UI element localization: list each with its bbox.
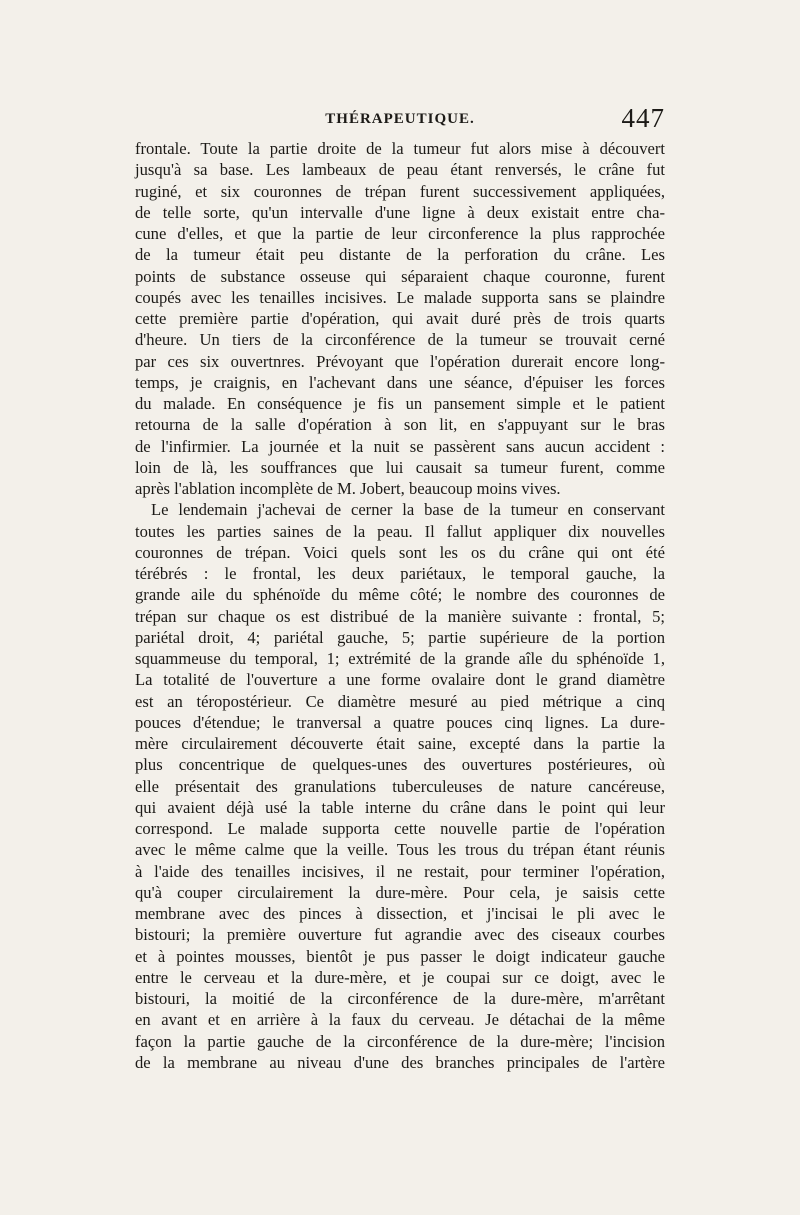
text-line: de telle sorte, qu'un intervalle d'une ligne à deux existait entre cha- bbox=[135, 202, 665, 222]
page-number: 447 bbox=[621, 103, 665, 133]
text-line: cette première partie d'opération, qui avait duré près de trois quarts bbox=[135, 309, 665, 328]
text-line: en avant et en arrière à la faux du cerveau. Je détachai de la même bbox=[135, 1010, 665, 1030]
text-line: coupés avec les tenailles incisives. Le malade supporta sans se plaindre bbox=[135, 287, 665, 307]
text-line: couronnes de trépan. Voici quels sont les os du crâne qui ont été bbox=[135, 542, 665, 562]
text-line: pariétal droit, 4; pariétal gauche, 5; partie supérieure de la portion bbox=[135, 627, 665, 647]
running-head bbox=[135, 103, 665, 139]
text-line: ruginé, et six couronnes de trépan furent successivement appliquées, bbox=[135, 181, 665, 201]
text-line: jusqu'à sa base. Les lambeaux de peau étant renversés, le crâne fut bbox=[135, 160, 665, 180]
text-line: Le lendemain j'achevai de cerner la base de la tumeur en conservant bbox=[151, 500, 665, 520]
text-line: temps, je craignis, en l'achevant dans une séance, d'épuiser les forces bbox=[135, 372, 665, 392]
text-line: à l'aide des tenailles incisives, il ne restait, pour terminer l'opération, bbox=[135, 861, 665, 881]
text-line: térébrés : le frontal, les deux pariétaux, le temporal gauche, la bbox=[135, 564, 665, 583]
text-line: d'heure. Un tiers de la circonférence de la tumeur se trouvait cerné bbox=[135, 330, 665, 350]
text-line: retourna de la salle d'opération à son lit, en s'appuyant sur le bras bbox=[135, 415, 665, 435]
text-line: façon la partie gauche de la circonférence de la dure-mère; l'incision bbox=[135, 1031, 665, 1051]
text-line: est an téropostérieur. Ce diamètre mesuré au pied métrique a cinq bbox=[135, 691, 665, 711]
text-line: par ces six ouvertnres. Prévoyant que l'opération durerait encore long- bbox=[135, 351, 665, 371]
body-text bbox=[135, 138, 665, 1073]
text-line: pouces d'étendue; le tranversal a quatre pouces cinq lignes. La dure- bbox=[135, 712, 665, 732]
text-line: avec le même calme que la veille. Tous les trous du trépan étant réunis bbox=[135, 840, 665, 860]
text-line: correspond. Le malade supporta cette nouvelle partie de l'opération bbox=[135, 819, 665, 838]
text-line: qui avaient déjà usé la table interne du crâne dans le point qui leur bbox=[135, 797, 665, 817]
text-line: du malade. En conséquence je fis un pansement simple et le patient bbox=[135, 394, 665, 413]
text-line: cune d'elles, et que la partie de leur circonference la plus rapprochée bbox=[135, 224, 665, 243]
text-line: elle présentait des granulations tuberculeuses de nature cancéreuse, bbox=[135, 776, 665, 796]
text-line: mère circulairement découverte était saine, excepté dans la partie la bbox=[135, 734, 665, 753]
text-line: et à pointes mousses, bientôt je pus passer le doigt indicateur gauche bbox=[135, 946, 665, 966]
text-line: de la tumeur était peu distante de la perforation du crâne. Les bbox=[135, 245, 665, 265]
text-line: après l'ablation incomplète de M. Jobert, beaucoup moins vives. bbox=[135, 479, 561, 498]
text-line: grande aile du sphénoïde du même côté; le nombre des couronnes de bbox=[135, 585, 665, 605]
text-line: plus concentrique de quelques-unes des ouvertures postérieures, où bbox=[135, 755, 665, 775]
text-line: de l'infirmier. La journée et la nuit se passèrent sans aucun accident : bbox=[135, 436, 665, 456]
text-line: loin de là, les souffrances que lui causait sa tumeur furent, comme bbox=[135, 457, 665, 477]
running-title: THÉRAPEUTIQUE. bbox=[325, 111, 475, 127]
text-line: qu'à couper circulairement la dure-mère. Pour cela, je saisis cette bbox=[135, 882, 665, 902]
text-line: de la membrane au niveau d'une des branches principales de l'artère bbox=[135, 1052, 665, 1072]
text-line: toutes les parties saines de la peau. Il fallut appliquer dix nouvelles bbox=[135, 521, 665, 541]
text-line: trépan sur chaque os est distribué de la manière suivante : frontal, 5; bbox=[135, 606, 665, 626]
text-line: frontale. Toute la partie droite de la tumeur fut alors mise à découvert bbox=[135, 139, 665, 158]
text-line: bistouri, la moitié de la circonférence de la dure-mère, m'arrêtant bbox=[135, 989, 665, 1008]
text-line: squammeuse du temporal, 1; extrémité de la grande aîle du sphénoïde 1, bbox=[135, 649, 665, 668]
text-line: points de substance osseuse qui séparaient chaque couronne, furent bbox=[135, 266, 665, 286]
text-line: La totalité de l'ouverture a une forme ovalaire dont le grand diamètre bbox=[135, 670, 665, 690]
text-line: entre le cerveau et la dure-mère, et je coupai sur ce doigt, avec le bbox=[135, 967, 665, 987]
text-line: bistouri; la première ouverture fut agrandie avec des ciseaux courbes bbox=[135, 925, 665, 945]
text-line: membrane avec des pinces à dissection, et j'incisai le pli avec le bbox=[135, 904, 665, 923]
